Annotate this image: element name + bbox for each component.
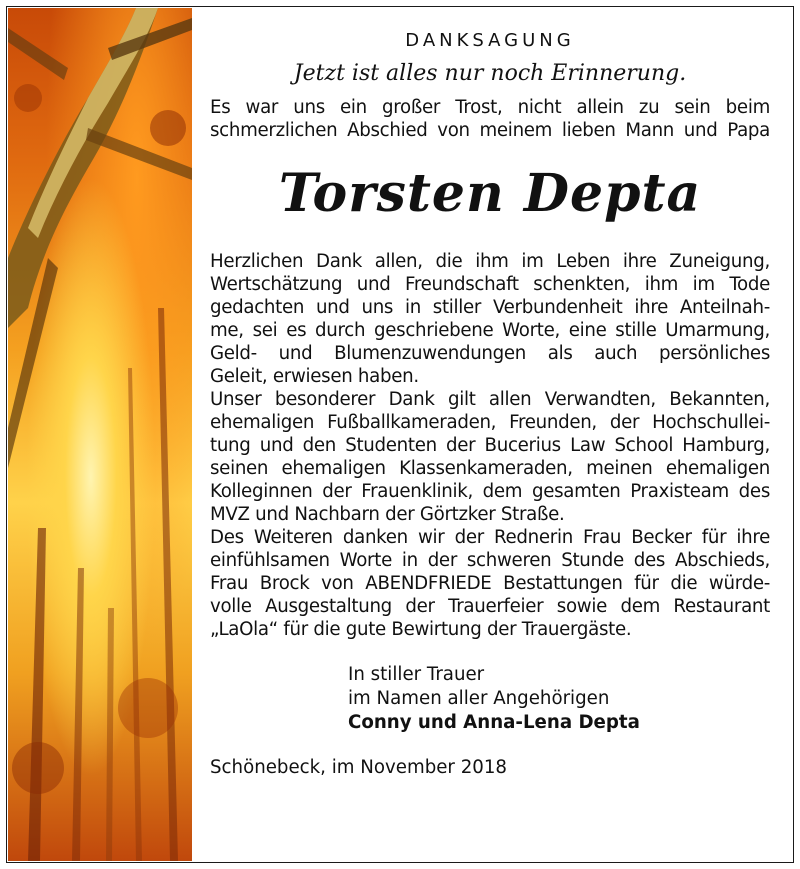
body-line: me, sei es durch geschriebene Worte, eine stille Umarmung, <box>210 320 770 341</box>
body-line: MVZ und Nachbarn der Görtzker Straße. <box>210 504 565 525</box>
autumn-forest-image <box>8 8 192 861</box>
intro-line: Es war uns ein großer Trost, nicht allein zu sein beim <box>210 97 770 118</box>
body-line: volle Ausgestaltung der Trauerfeier sowie dem Restaurant <box>210 596 770 617</box>
signature-block <box>348 663 770 735</box>
body-line: Geld- und Blumenzuwendungen als auch persönliches <box>210 343 770 364</box>
body-line: Unser besonderer Dank gilt allen Verwandten, Bekannten, <box>210 389 770 410</box>
tree-trunks-illustration <box>8 8 192 861</box>
signature-names: Conny und Anna-Lena Depta <box>348 712 640 733</box>
notice-text <box>210 30 770 778</box>
signature-line: In stiller Trauer <box>348 664 485 685</box>
body-line: seinen ehemaligen Klassenkameraden, meinen ehemaligen <box>210 458 770 479</box>
intro-paragraph <box>210 96 770 142</box>
body-line: ehemaligen Fußballkameraden, Freunden, der Hochschullei- <box>210 412 770 433</box>
body-line: Wertschätzung und Freundschaft schenkten, ihm im Tode <box>210 274 770 295</box>
body-line: gedachten und uns in stiller Verbundenheit ihre Anteilnah- <box>210 297 770 318</box>
place-date: Schönebeck, im November 2018 <box>210 757 507 778</box>
thanks-paragraph <box>210 250 770 641</box>
motto: Jetzt ist alles nur noch Erinnerung. <box>293 61 687 86</box>
body-line: „LaOla“ für die gute Bewirtung der Trauergäste. <box>210 619 632 640</box>
body-line: Kolleginnen der Frauenklinik, dem gesamten Praxisteam des <box>210 481 770 502</box>
body-line: einfühlsamen Worte in der schweren Stunde des Abschieds, <box>210 550 770 571</box>
intro-line: schmerzlichen Abschied von meinem lieben Mann und Papa <box>210 120 770 141</box>
body-line: tung und den Studenten der Bucerius Law School Hamburg, <box>210 435 770 456</box>
notice-heading: DANKSAGUNG <box>405 30 575 51</box>
body-line: Frau Brock von ABENDFRIEDE Bestattungen für die würde- <box>210 573 770 594</box>
deceased-name: Torsten Depta <box>278 163 702 224</box>
body-line: Geleit, erwiesen haben. <box>210 366 419 387</box>
signature-line: im Namen aller Angehörigen <box>348 688 610 709</box>
body-line: Herzlichen Dank allen, die ihm im Leben ihre Zuneigung, <box>210 251 770 272</box>
body-line: Des Weiteren danken wir der Rednerin Frau Becker für ihre <box>210 527 770 548</box>
